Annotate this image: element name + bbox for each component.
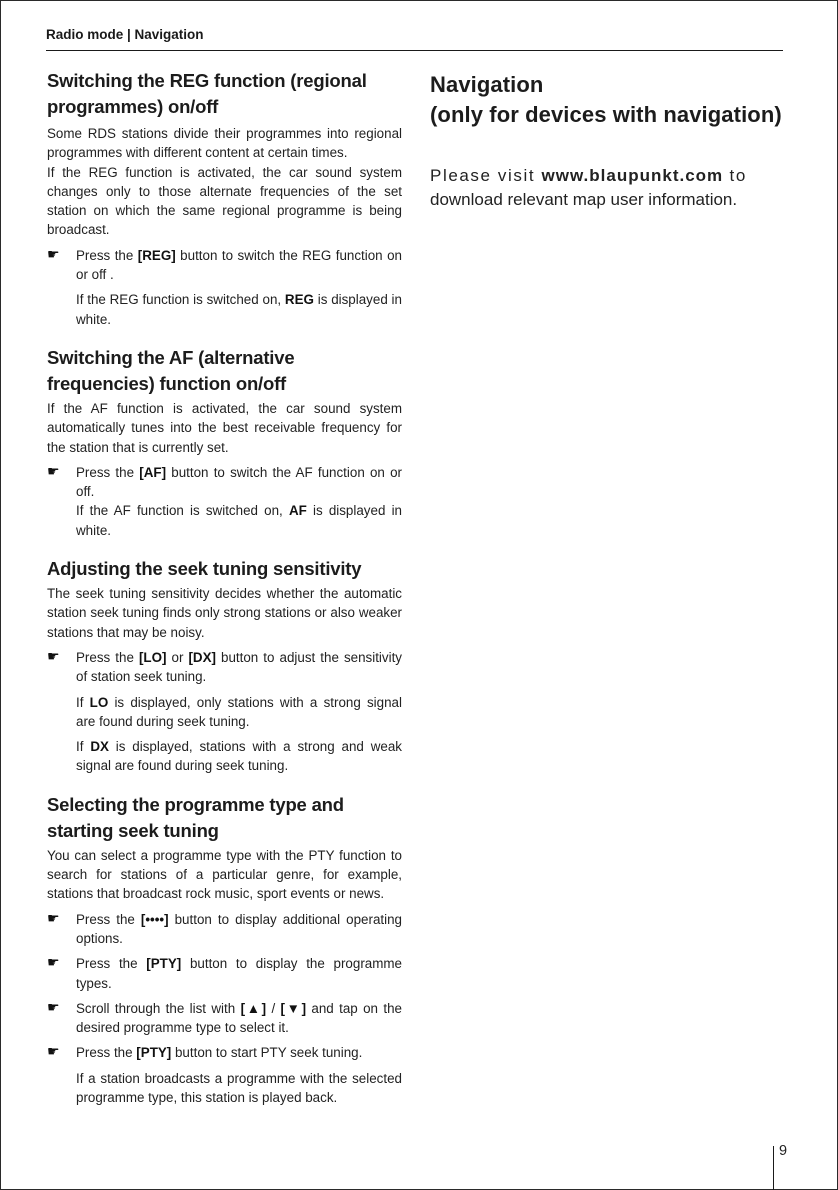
pointing-hand-icon: ☛ [47, 999, 60, 1016]
instruction-note: If LO is displayed, only stations with a strong signal are found during seek tuning. [76, 694, 402, 729]
instruction-step: ☛ Press the [PTY] button to start PTY seek tuning. [47, 1043, 402, 1062]
navigation-heading: Navigation (only for devices with navigation) [430, 72, 782, 127]
pointing-hand-icon: ☛ [47, 246, 60, 263]
section-reg [47, 68, 402, 329]
page-number: 9 [779, 1143, 788, 1159]
section-pty [47, 792, 402, 1108]
pointing-hand-icon: ☛ [47, 463, 60, 480]
instruction-step: ☛ Press the [••••] button to display additional operating options. [47, 910, 402, 946]
key-label: [REG] [137, 247, 176, 263]
page-number-rule [773, 1146, 774, 1190]
section-heading: Switching the REG function (regional programmes) on/off [47, 70, 367, 117]
left-column [47, 68, 402, 1107]
section-seek-sensitivity [47, 556, 402, 776]
paragraph: You can select a programme type with the PTY function to search for stations of a particular genre, for example, stations that broadcast rock music, sport events or news. [47, 847, 402, 902]
section-af [47, 345, 402, 540]
pointing-hand-icon: ☛ [47, 648, 60, 665]
navigation-paragraph: Please visit www.blaupunkt.com to download relevant map user information. [430, 166, 747, 209]
paragraph: If the REG function is activated, the car sound system changes only to those alternate frequencies of the set station on which the same regional programme is being broadcast. [47, 164, 402, 238]
pointing-hand-icon: ☛ [47, 910, 60, 927]
section-heading: Switching the AF (alternative frequencies) function on/off [47, 346, 295, 394]
section-navigation [430, 70, 785, 212]
instruction-note: If DX is displayed, stations with a strong and weak signal are found during seek tuning. [76, 739, 402, 774]
instruction-step: ☛ Press the [AF] button to switch the AF function on or off. [47, 463, 402, 500]
header-rule [46, 50, 783, 51]
pointing-hand-icon: ☛ [47, 1044, 60, 1061]
paragraph: The seek tuning sensitivity decides whether the automatic station seek tuning finds only strong stations or also weaker stations that may be noisy. [47, 586, 402, 640]
instruction-note: If a station broadcasts a programme with the selected programme type, this station is played back. [76, 1070, 402, 1105]
instruction-note: If the AF function is switched on, AF is displayed in white. [76, 503, 402, 538]
instruction-note: If the REG function is switched on, REG is displayed in white. [76, 292, 402, 327]
instruction-step: ☛ Press the [LO] or [DX] button to adjust the sensitivity of station seek tuning. [47, 648, 402, 685]
pointing-hand-icon: ☛ [47, 955, 60, 972]
running-header: Radio mode | Navigation [46, 27, 204, 42]
right-column [430, 70, 785, 212]
website-link[interactable]: www.blaupunkt.com [541, 166, 724, 185]
section-heading: Selecting the programme type and starting seek tuning [47, 793, 344, 841]
paragraph: If the AF function is activated, the car sound system automatically tunes into the best receivable frequency for the station that is currently set. [47, 400, 402, 455]
paragraph: Some RDS stations divide their programmes into regional programmes with different content at certain times. [47, 126, 402, 161]
instruction-step: ☛ Scroll through the list with [▲] / [▼] and tap on the desired programme type to select it. [47, 999, 402, 1036]
section-heading: Adjusting the seek tuning sensitivity [47, 558, 362, 580]
instruction-step: ☛ Press the [REG] button to switch the REG function on or off . [47, 246, 402, 283]
instruction-step: ☛ Press the [PTY] button to display the programme types. [47, 955, 402, 991]
